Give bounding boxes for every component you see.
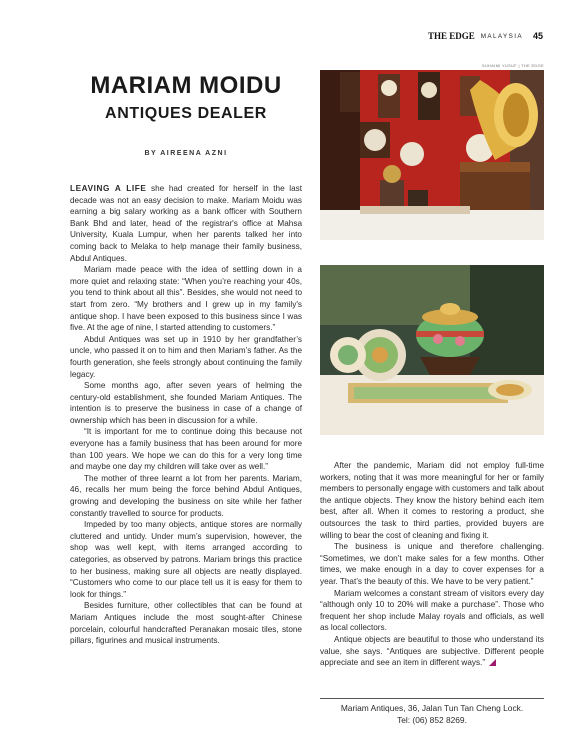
page-number: 45 — [532, 31, 543, 41]
article-subtitle: ANTIQUES DEALER — [105, 105, 267, 122]
contact-phone: Tel: (06) 852 8269. — [397, 715, 467, 725]
article-paragraph: Abdul Antiques was set up in 1910 by her grandfather’s uncle, who passed it on to him and then Mariam’s father. As the fourth generation, she feels strongly about continuing the family legacy. — [70, 334, 302, 379]
byline: BY AIREENA AZNI — [144, 150, 228, 157]
contact-info — [320, 702, 544, 726]
article-paragraph: Antique objects are beautiful to those who understand its value, she says. “Antiques are subjective. Different people appreciate and see an item in different ways.” — [320, 634, 544, 668]
article-column-left — [70, 183, 302, 647]
article-paragraph: The business is unique and therefore challenging. “Sometimes, we don’t make sales for a few months. Other times, we make enough in a day to cover expenses for a year. That’s the beauty of this. We have to be very patient.” — [320, 542, 544, 586]
article-paragraph: Besides furniture, other collectibles that can be found at Mariam Antiques include the most sought-after Chinese porcelain, colourful handcrafted Peranakan mosaic tiles, stone pillars, figurines and musical instruments. — [70, 601, 302, 646]
article-paragraph: “It is important for me to continue doing this because not everyone has a family business that has been around for more than 100 years. We hope we can do this for a very long time and maybe one day my children will take over as well.” — [70, 427, 302, 472]
article-title: MARIAM MOIDU — [90, 72, 282, 99]
end-of-article-mark — [489, 659, 496, 666]
article-paragraph: Mariam welcomes a constant stream of visitors every day “although only 10 to 20% will make a purchase”. Those who frequent her shop include Malay royals and officials, as well as local collectors. — [320, 588, 544, 633]
section-label: MALAYSIA — [480, 32, 523, 40]
lead-in: LEAVING A LIFE — [70, 184, 147, 193]
photo-antique-shop-clocks-gramophone — [320, 70, 544, 240]
article-paragraph: Mariam made peace with the idea of settling down in a more quiet and relaxing state: “When you’re reaching your 40s, you tend to think about all this”. Besides, she would not need to start from zero. “My brothers and I grew up in my family's antique shop. I have been exposed to this business since I was five. At the age of nine, I started attending to customers.” — [70, 265, 302, 333]
photo-credit: SUHAIMI YUSUF | THE EDGE — [481, 63, 544, 68]
page-header — [428, 30, 543, 42]
photo-peranakan-porcelain — [320, 265, 544, 435]
contact-address: Mariam Antiques, 36, Jalan Tun Tan Cheng Lock. — [340, 703, 524, 713]
article-paragraph: LEAVING A LIFE she had created for herself in the last decade was not an easy decision to make. Mariam Moidu was earning a big salary working as a bank officer with Southern Bank Bhd and later, head of the registrar's office at Mahsa University, Kuala Lumpur, when her parents talked her into coming back to Melaka to help manage their family business, Abdul Antiques. — [70, 184, 302, 263]
contact-divider — [320, 698, 544, 699]
article-paragraph: The mother of three learnt a lot from her parents. Mariam, 46, recalls her mum being the force behind Abdul Antiques, growing and developing the business on site while her father constantly travelled to source for products. — [70, 473, 302, 518]
article-column-right — [320, 460, 544, 669]
article-paragraph: Some months ago, after seven years of helming the century-old establishment, she founded Mariam Antiques. The intention is to preserve the business in case of a change of ownership which has been in discussion for a while. — [70, 381, 302, 425]
article-paragraph: After the pandemic, Mariam did not employ full-time workers, noting that it was more meaningful for her or family members to personally engage with customers and talk about the antique objects. They know the history behind each item best, after all. When it comes to restoring a product, she outsources the task to third parties, provided buyers are willing to bear the cost of cleaning and fixing it. — [320, 461, 544, 540]
article-paragraph: Impeded by too many objects, antique stores are normally cluttered and untidy. Under mum’s supervision, however, the shop was well kept, with items arranged according to categories, as observed by patrons. Mariam brings this practice to her business, making sure all objects are neatly displayed. “Customers who come to our place tell us it is easy for them to look for things.” — [70, 520, 302, 599]
publication-logo: THE EDGE — [427, 31, 475, 41]
